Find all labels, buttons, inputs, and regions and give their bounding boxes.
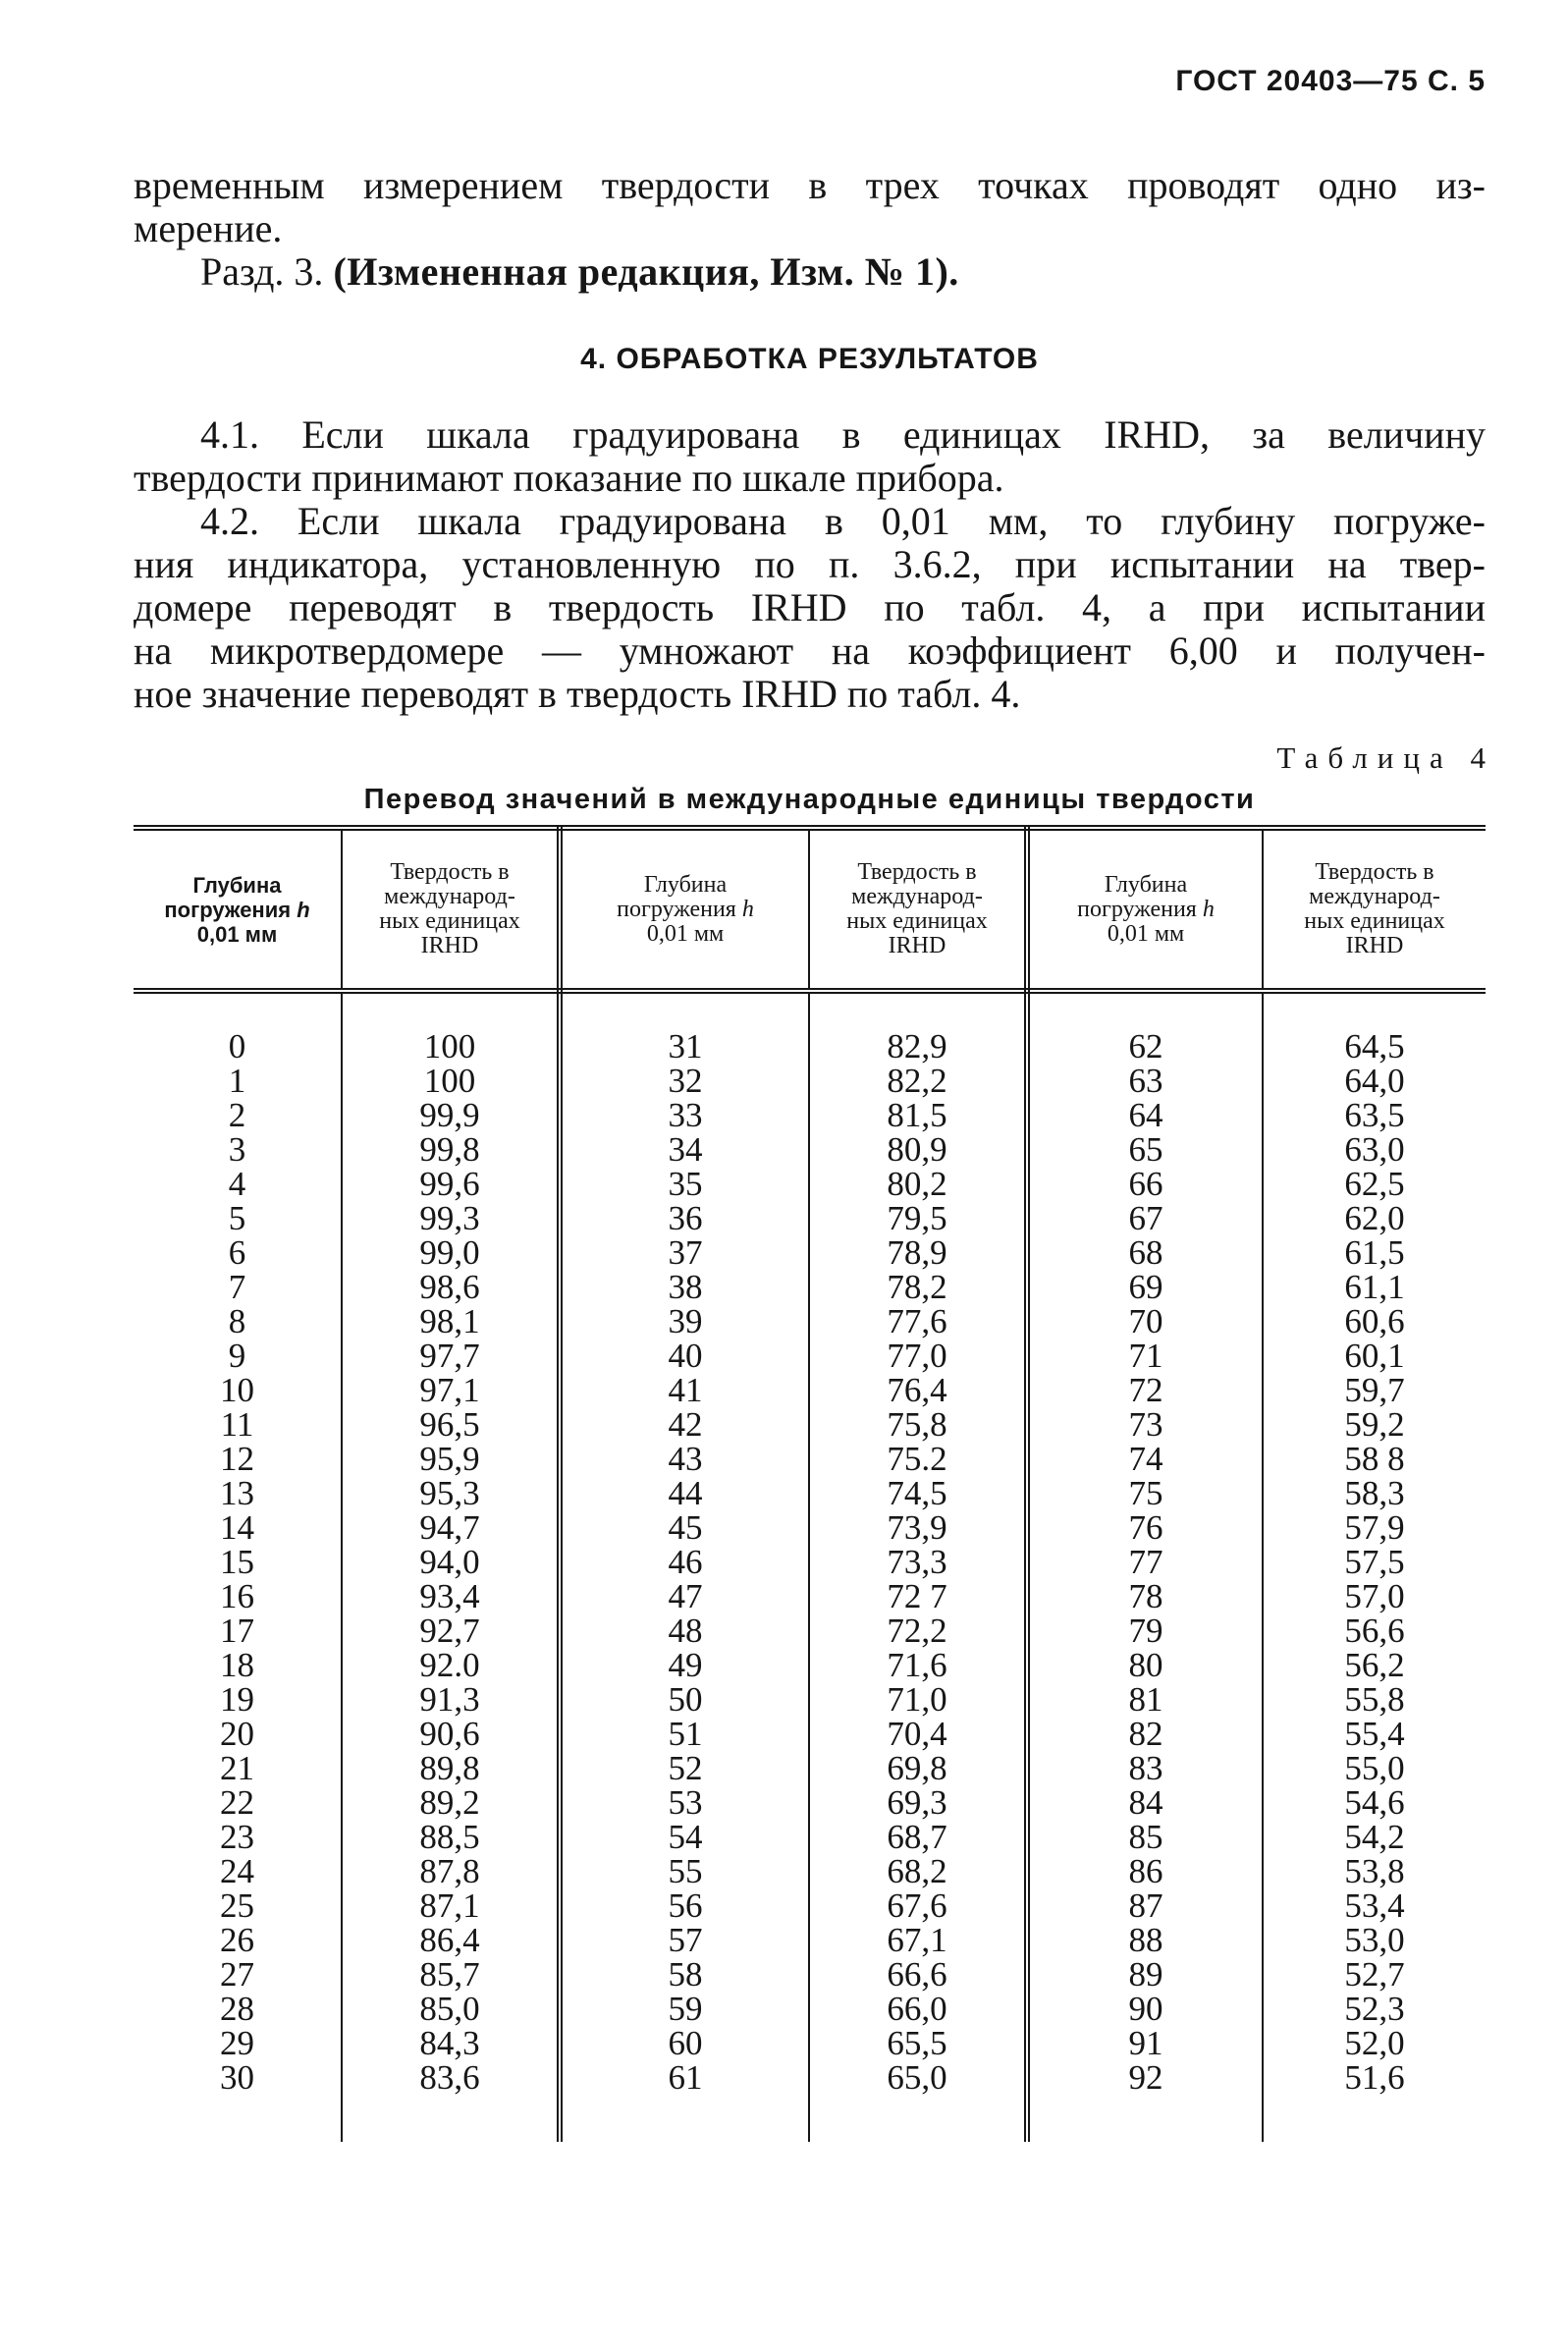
hardness-cell: 65,0 — [809, 2060, 1027, 2095]
table-row — [134, 1132, 1486, 1167]
amendment-prefix: Разд. 3. — [200, 249, 324, 294]
paragraph-line: мерение. — [134, 206, 283, 250]
table-row — [134, 1339, 1486, 1373]
table-row — [134, 1854, 1486, 1888]
hardness-cell: 67,1 — [809, 1923, 1027, 1957]
depth-cell: 24 — [134, 1854, 342, 1888]
hardness-cell: 67,6 — [809, 1888, 1027, 1923]
hardness-cell: 63,0 — [1344, 1130, 1405, 1169]
hardness-cell: 53,8 — [1344, 1852, 1405, 1890]
hardness-cell: 82,2 — [809, 1064, 1027, 1098]
depth-cell: 81 — [1027, 1682, 1263, 1717]
depth-cell: 2 — [134, 1098, 342, 1132]
table-row — [134, 2060, 1486, 2095]
hardness-cell: 79,5 — [809, 1201, 1027, 1235]
table-row — [134, 1751, 1486, 1785]
header-line: международ- — [1309, 884, 1440, 909]
table-spacer-cell — [809, 2095, 1027, 2142]
depth-cell: 39 — [560, 1304, 809, 1339]
hardness-cell: 90,6 — [342, 1717, 560, 1751]
table-title: Перевод значений в международные единицы твердости — [363, 784, 1256, 815]
depth-cell: 30 — [134, 2060, 342, 2095]
column-header-depth — [560, 828, 809, 991]
conversion-table — [134, 825, 1486, 2142]
hardness-cell: 73,9 — [809, 1510, 1027, 1545]
depth-cell: 20 — [134, 1717, 342, 1751]
table-row — [134, 1235, 1486, 1270]
table-spacer-cell — [134, 2095, 342, 2142]
hardness-cell: 95,3 — [342, 1476, 560, 1510]
paragraph-line: 4.1. Если шкала градуирована в единицах IRHD, за величину — [200, 412, 1486, 457]
header-variable: h — [1202, 896, 1215, 922]
table-row — [134, 2026, 1486, 2060]
intro-paragraph — [134, 164, 1486, 294]
table-row — [134, 1201, 1486, 1235]
hardness-cell: 84,3 — [342, 2026, 560, 2060]
depth-cell: 38 — [560, 1270, 809, 1304]
header-line: IRHD — [1345, 933, 1404, 958]
depth-cell: 92 — [1027, 2060, 1263, 2095]
depth-cell: 71 — [1027, 1339, 1263, 1373]
paragraph-line: временным измерением твердости в трех точках проводят одно из- — [134, 163, 1486, 207]
hardness-cell: 65,5 — [809, 2026, 1027, 2060]
depth-cell: 72 — [1027, 1373, 1263, 1407]
depth-cell: 62 — [1027, 1029, 1263, 1064]
header-line: IRHD — [888, 933, 946, 958]
table-row — [134, 1992, 1486, 2026]
hardness-cell: 92,7 — [342, 1613, 560, 1648]
depth-cell: 80 — [1027, 1648, 1263, 1682]
depth-cell: 68 — [1027, 1235, 1263, 1270]
hardness-cell: 64,5 — [1344, 1027, 1405, 1066]
depth-cell: 53 — [560, 1785, 809, 1820]
depth-cell: 8 — [134, 1304, 342, 1339]
depth-cell: 43 — [560, 1442, 809, 1476]
hardness-cell: 76,4 — [809, 1373, 1027, 1407]
table-spacer-cell — [809, 991, 1027, 1029]
depth-cell: 21 — [134, 1751, 342, 1785]
hardness-cell: 56,6 — [1344, 1612, 1405, 1650]
table-spacer-cell — [1263, 2095, 1486, 2142]
hardness-cell: 98,6 — [342, 1270, 560, 1304]
hardness-cell: 99,0 — [342, 1235, 560, 1270]
table-spacer-cell — [560, 991, 809, 1029]
table-row — [134, 1510, 1486, 1545]
hardness-cell: 74,5 — [809, 1476, 1027, 1510]
column-header-hardness — [342, 828, 560, 991]
depth-cell: 31 — [560, 1029, 809, 1064]
hardness-cell: 66,0 — [809, 1992, 1027, 2026]
table-row — [134, 1613, 1486, 1648]
hardness-cell: 69,3 — [809, 1785, 1027, 1820]
depth-cell: 47 — [560, 1579, 809, 1613]
table-row — [134, 1167, 1486, 1201]
hardness-cell: 83,6 — [342, 2060, 560, 2095]
depth-cell: 17 — [134, 1613, 342, 1648]
hardness-cell: 99,6 — [342, 1167, 560, 1201]
table-spacer-row — [134, 991, 1486, 1029]
depth-cell: 79 — [1027, 1613, 1263, 1648]
header-line — [137, 898, 337, 922]
depth-cell: 6 — [134, 1235, 342, 1270]
hardness-cell: 52,0 — [1344, 2024, 1405, 2062]
table-row — [134, 1442, 1486, 1476]
hardness-cell: 87,8 — [342, 1854, 560, 1888]
depth-cell: 48 — [560, 1613, 809, 1648]
depth-cell: 61 — [560, 2060, 809, 2095]
depth-cell: 89 — [1027, 1957, 1263, 1992]
page-header: ГОСТ 20403—75 С. 5 — [1175, 65, 1486, 97]
header-line: 0,01 мм — [646, 920, 725, 947]
hardness-cell: 95,9 — [342, 1442, 560, 1476]
hardness-cell: 51,6 — [1344, 2058, 1405, 2097]
hardness-cell: 53,4 — [1344, 1886, 1405, 1925]
paragraph-line: 4.2. Если шкала градуирована в 0,01 мм, то глубину погруже- — [200, 499, 1486, 543]
column-header-depth — [1027, 828, 1263, 991]
depth-cell: 18 — [134, 1648, 342, 1682]
hardness-cell: 100 — [342, 1029, 560, 1064]
depth-cell: 67 — [1027, 1201, 1263, 1235]
table-spacer-cell — [342, 991, 560, 1029]
header-line: Глубина — [1104, 871, 1188, 898]
hardness-cell: 80,9 — [809, 1132, 1027, 1167]
hardness-cell: 69,8 — [809, 1751, 1027, 1785]
hardness-cell: 53,0 — [1344, 1921, 1405, 1959]
depth-cell: 74 — [1027, 1442, 1263, 1476]
hardness-cell: 54,6 — [1344, 1783, 1405, 1822]
depth-cell: 41 — [560, 1373, 809, 1407]
depth-cell: 1 — [134, 1064, 342, 1098]
table-spacer-cell — [1263, 991, 1486, 1029]
hardness-cell: 91,3 — [342, 1682, 560, 1717]
depth-cell: 56 — [560, 1888, 809, 1923]
hardness-cell: 66,6 — [809, 1957, 1027, 1992]
table-row — [134, 1029, 1486, 1064]
header-line: Твердость в — [857, 859, 977, 885]
header-line: ных единицах — [1304, 908, 1445, 934]
header-line: Глубина — [192, 872, 282, 898]
depth-cell: 73 — [1027, 1407, 1263, 1442]
table-row — [134, 1064, 1486, 1098]
hardness-cell: 87,1 — [342, 1888, 560, 1923]
hardness-cell: 60,1 — [1344, 1337, 1405, 1375]
hardness-cell: 78,9 — [809, 1235, 1027, 1270]
hardness-cell: 55,0 — [1344, 1749, 1405, 1787]
depth-cell: 91 — [1027, 2026, 1263, 2060]
table-body — [134, 991, 1486, 2142]
hardness-cell: 80,2 — [809, 1167, 1027, 1201]
table-header-row — [134, 828, 1486, 991]
depth-cell: 29 — [134, 2026, 342, 2060]
depth-cell: 60 — [560, 2026, 809, 2060]
depth-cell: 13 — [134, 1476, 342, 1510]
header-line — [567, 898, 804, 922]
depth-cell: 5 — [134, 1201, 342, 1235]
hardness-cell: 55,4 — [1344, 1715, 1405, 1753]
table-row — [134, 1270, 1486, 1304]
depth-cell: 75 — [1027, 1476, 1263, 1510]
depth-cell: 33 — [560, 1098, 809, 1132]
depth-cell: 42 — [560, 1407, 809, 1442]
hardness-cell: 85,0 — [342, 1992, 560, 2026]
depth-cell: 10 — [134, 1373, 342, 1407]
hardness-cell: 86,4 — [342, 1923, 560, 1957]
hardness-cell: 99,8 — [342, 1132, 560, 1167]
depth-cell: 46 — [560, 1545, 809, 1579]
header-line: Глубина — [643, 871, 728, 898]
hardness-cell: 52,3 — [1344, 1990, 1405, 2028]
hardness-cell: 99,9 — [342, 1098, 560, 1132]
depth-cell: 26 — [134, 1923, 342, 1957]
depth-cell: 23 — [134, 1820, 342, 1854]
depth-cell: 70 — [1027, 1304, 1263, 1339]
hardness-cell: 71,6 — [809, 1648, 1027, 1682]
table-row — [134, 1098, 1486, 1132]
table-row — [134, 1682, 1486, 1717]
table-row — [134, 1785, 1486, 1820]
header-word: погружения — [1077, 896, 1197, 922]
depth-cell: 11 — [134, 1407, 342, 1442]
hardness-cell: 52,7 — [1344, 1955, 1405, 1994]
depth-cell: 3 — [134, 1132, 342, 1167]
header-line: ных единицах — [846, 908, 988, 934]
paragraph-line: ния индикатора, установленную по п. 3.6.2, при испытании на твер- — [134, 542, 1486, 586]
header-line: международ- — [851, 884, 983, 909]
table-spacer-cell — [1027, 2095, 1263, 2142]
hardness-cell: 99,3 — [342, 1201, 560, 1235]
hardness-cell: 61,1 — [1344, 1268, 1405, 1306]
depth-cell: 83 — [1027, 1751, 1263, 1785]
depth-cell: 90 — [1027, 1992, 1263, 2026]
hardness-cell: 96,5 — [342, 1407, 560, 1442]
hardness-cell: 54,2 — [1344, 1818, 1405, 1856]
depth-cell: 44 — [560, 1476, 809, 1510]
results-paragraphs — [134, 413, 1486, 716]
header-variable: h — [297, 897, 310, 922]
hardness-cell: 61,5 — [1344, 1233, 1405, 1272]
depth-cell: 9 — [134, 1339, 342, 1373]
depth-cell: 15 — [134, 1545, 342, 1579]
table-row — [134, 1579, 1486, 1613]
depth-cell: 64 — [1027, 1098, 1263, 1132]
depth-cell: 4 — [134, 1167, 342, 1201]
header-line: Твердость в — [390, 859, 510, 885]
depth-cell: 78 — [1027, 1579, 1263, 1613]
table-row — [134, 1717, 1486, 1751]
header-line: Твердость в — [1315, 859, 1434, 885]
header-word: погружения — [617, 896, 736, 922]
depth-cell: 86 — [1027, 1854, 1263, 1888]
hardness-cell: 71,0 — [809, 1682, 1027, 1717]
hardness-cell: 78,2 — [809, 1270, 1027, 1304]
hardness-cell: 57,0 — [1344, 1577, 1405, 1615]
table-spacer-row — [134, 2095, 1486, 2142]
depth-cell: 58 — [560, 1957, 809, 1992]
column-header-depth — [134, 828, 342, 991]
hardness-cell: 100 — [342, 1064, 560, 1098]
hardness-cell: 92.0 — [342, 1648, 560, 1682]
depth-cell: 22 — [134, 1785, 342, 1820]
column-header-hardness — [809, 828, 1027, 991]
depth-cell: 69 — [1027, 1270, 1263, 1304]
paragraph-line: ное значение переводят в твердость IRHD по табл. 4. — [134, 672, 1021, 716]
hardness-cell: 77,0 — [809, 1339, 1027, 1373]
depth-cell: 7 — [134, 1270, 342, 1304]
header-variable: h — [741, 896, 754, 922]
hardness-cell: 97,1 — [342, 1373, 560, 1407]
depth-cell: 32 — [560, 1064, 809, 1098]
depth-cell: 76 — [1027, 1510, 1263, 1545]
amendment-text: (Измененная редакция, Изм. № 1). — [333, 249, 959, 294]
hardness-cell: 59,7 — [1344, 1371, 1405, 1409]
hardness-cell: 70,4 — [809, 1717, 1027, 1751]
depth-cell: 84 — [1027, 1785, 1263, 1820]
hardness-cell: 59,2 — [1344, 1405, 1405, 1444]
hardness-cell: 58 8 — [1344, 1440, 1405, 1478]
depth-cell: 85 — [1027, 1820, 1263, 1854]
depth-cell: 66 — [1027, 1167, 1263, 1201]
depth-cell: 50 — [560, 1682, 809, 1717]
header-line: IRHD — [420, 933, 479, 958]
depth-cell: 40 — [560, 1339, 809, 1373]
table-row — [134, 1648, 1486, 1682]
hardness-cell: 93,4 — [342, 1579, 560, 1613]
hardness-cell: 75,8 — [809, 1407, 1027, 1442]
depth-cell: 16 — [134, 1579, 342, 1613]
depth-cell: 51 — [560, 1717, 809, 1751]
header-line: 0,01 мм — [1107, 920, 1185, 947]
hardness-cell: 82,9 — [809, 1029, 1027, 1064]
depth-cell: 34 — [560, 1132, 809, 1167]
depth-cell: 25 — [134, 1888, 342, 1923]
depth-cell: 28 — [134, 1992, 342, 2026]
depth-cell: 36 — [560, 1201, 809, 1235]
hardness-cell: 57,5 — [1344, 1543, 1405, 1581]
depth-cell: 49 — [560, 1648, 809, 1682]
depth-cell: 0 — [134, 1029, 342, 1064]
hardness-cell: 60,6 — [1344, 1302, 1405, 1340]
hardness-cell: 72,2 — [809, 1613, 1027, 1648]
table-row — [134, 1304, 1486, 1339]
column-header-hardness — [1263, 828, 1486, 991]
table-row — [134, 1407, 1486, 1442]
hardness-cell: 94,0 — [342, 1545, 560, 1579]
hardness-cell: 57,9 — [1344, 1508, 1405, 1547]
table-row — [134, 1923, 1486, 1957]
hardness-cell: 88,5 — [342, 1820, 560, 1854]
table-row — [134, 1957, 1486, 1992]
hardness-cell: 97,7 — [342, 1339, 560, 1373]
header-line: международ- — [384, 884, 515, 909]
amendment-note — [134, 250, 1486, 294]
hardness-cell: 73,3 — [809, 1545, 1027, 1579]
paragraph-line: твердости принимают показание по шкале прибора. — [134, 456, 1004, 500]
depth-cell: 57 — [560, 1923, 809, 1957]
table-spacer-cell — [342, 2095, 560, 2142]
header-line: 0,01 мм — [196, 921, 278, 947]
depth-cell: 27 — [134, 1957, 342, 1992]
hardness-cell: 77,6 — [809, 1304, 1027, 1339]
depth-cell: 54 — [560, 1820, 809, 1854]
depth-cell: 55 — [560, 1854, 809, 1888]
table-row — [134, 1476, 1486, 1510]
depth-cell: 37 — [560, 1235, 809, 1270]
depth-cell: 52 — [560, 1751, 809, 1785]
hardness-cell: 68,7 — [809, 1820, 1027, 1854]
depth-cell: 12 — [134, 1442, 342, 1476]
paragraph-line: на микротвердомере — умножают на коэффициент 6,00 и получен- — [134, 628, 1486, 673]
hardness-cell: 56,2 — [1344, 1646, 1405, 1684]
hardness-cell: 85,7 — [342, 1957, 560, 1992]
depth-cell: 14 — [134, 1510, 342, 1545]
hardness-cell: 89,8 — [342, 1751, 560, 1785]
depth-cell: 82 — [1027, 1717, 1263, 1751]
hardness-cell: 75.2 — [809, 1442, 1027, 1476]
depth-cell: 35 — [560, 1167, 809, 1201]
table-row — [134, 1545, 1486, 1579]
paragraph-line: домере переводят в твердость IRHD по табл. 4, а при испытании — [134, 585, 1486, 629]
table-row — [134, 1888, 1486, 1923]
table-label: Таблица 4 — [1276, 740, 1495, 775]
hardness-cell: 55,8 — [1344, 1680, 1405, 1719]
depth-cell: 19 — [134, 1682, 342, 1717]
hardness-cell: 62,0 — [1344, 1199, 1405, 1237]
depth-cell: 77 — [1027, 1545, 1263, 1579]
depth-cell: 65 — [1027, 1132, 1263, 1167]
hardness-cell: 58,3 — [1344, 1474, 1405, 1512]
table-spacer-cell — [134, 991, 342, 1029]
hardness-cell: 81,5 — [809, 1098, 1027, 1132]
depth-cell: 59 — [560, 1992, 809, 2026]
section-heading: 4. ОБРАБОТКА РЕЗУЛЬТАТОВ — [580, 343, 1039, 375]
table-spacer-cell — [1027, 991, 1263, 1029]
hardness-cell: 72 7 — [809, 1579, 1027, 1613]
table-spacer-cell — [560, 2095, 809, 2142]
header-word: погружения — [164, 897, 292, 922]
hardness-cell: 64,0 — [1344, 1062, 1405, 1100]
hardness-cell: 63,5 — [1344, 1096, 1405, 1134]
header-line: ных единицах — [379, 908, 520, 934]
depth-cell: 63 — [1027, 1064, 1263, 1098]
hardness-cell: 98,1 — [342, 1304, 560, 1339]
depth-cell: 45 — [560, 1510, 809, 1545]
header-line — [1034, 898, 1258, 922]
table-row — [134, 1373, 1486, 1407]
table-row — [134, 1820, 1486, 1854]
hardness-cell: 89,2 — [342, 1785, 560, 1820]
hardness-cell: 62,5 — [1344, 1165, 1405, 1203]
depth-cell: 88 — [1027, 1923, 1263, 1957]
depth-cell: 87 — [1027, 1888, 1263, 1923]
hardness-cell: 94,7 — [342, 1510, 560, 1545]
hardness-cell: 68,2 — [809, 1854, 1027, 1888]
